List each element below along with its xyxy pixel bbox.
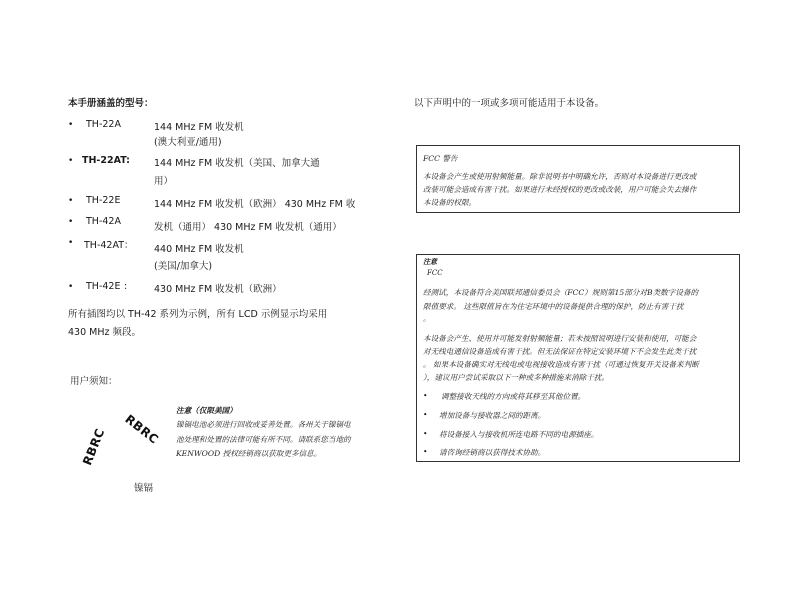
list-bullet: • xyxy=(68,196,74,206)
fcc-notice-line: 。 xyxy=(423,314,431,323)
fcc-measure-item: 将设备接入与接收机所连电路不同的电源插座。 xyxy=(439,430,599,439)
model-desc: 440 MHz FM 收发机 xyxy=(154,244,244,255)
illustration-note-line2: 430 MHz 频段。 xyxy=(68,327,141,338)
model-desc-cont: (美国/加拿大) xyxy=(154,261,213,272)
fcc-notice-line: 本设备会产生、使用并可能发射射频能量；若未按照说明进行安装和使用，可能会 xyxy=(423,334,697,343)
model-name: TH-42AT： xyxy=(84,240,134,251)
model-sep: : xyxy=(124,281,128,292)
list-bullet: • xyxy=(68,217,74,227)
fcc-measure-item: 增加设备与接收器之间的距离。 xyxy=(439,411,546,420)
caution-line: KENWOOD 授权经销商以获取更多信息。 xyxy=(176,449,322,458)
illustration-note-line1: 所有插图均以 TH-42 系列为示例，所有 LCD 示例显示均采用 xyxy=(68,309,328,320)
rbrc-logo: RBRC xyxy=(122,412,162,447)
caution-line: 池处理和处置的法律可能有所不同。请联系您当地的 xyxy=(176,435,351,444)
fcc-notice-line: ），建议用户尝试采取以下一种或多种措施来消除干扰。 xyxy=(423,373,610,382)
applicability-intro: 以下声明中的一项或多项可能适用于本设备。 xyxy=(414,98,605,109)
list-bullet: • xyxy=(423,447,428,456)
model-name: TH-22E xyxy=(86,195,121,206)
model-desc: 144 MHz FM 收发机（欧洲） 430 MHz FM 收 xyxy=(154,199,356,210)
model-desc-cont: (澳大利亚/通用) xyxy=(154,137,222,148)
model-name: TH-42A xyxy=(86,216,121,227)
models-heading: 本手册涵盖的型号： xyxy=(68,98,154,109)
fcc-warning-box xyxy=(416,145,740,213)
nicd-label: 镍镉 xyxy=(134,483,154,494)
user-notice-heading: 用户须知： xyxy=(70,376,118,387)
list-bullet: • xyxy=(68,282,74,292)
list-bullet: • xyxy=(423,391,428,400)
model-desc: 144 MHz FM 收发机（美国、加拿大通 xyxy=(154,158,320,169)
fcc-notice-line: 限值要求。 这些限值旨在为住宅环境中的设备提供合理的保护，防止有害干扰 xyxy=(423,302,684,311)
list-bullet: • xyxy=(68,238,74,248)
model-desc: 144 MHz FM 收发机 xyxy=(154,122,244,133)
model-desc: 430 MHz FM 收发机（欧洲） xyxy=(154,284,282,295)
fcc-notice-line: 。 如果本设备确实对无线电或电视接收造成有害干扰（可通过恢复开关设备来判断 xyxy=(423,360,699,369)
fcc-measure-item: 请咨询经销商以获得技术协助。 xyxy=(439,448,546,457)
list-bullet: • xyxy=(423,410,428,419)
list-bullet: • xyxy=(68,120,74,130)
fcc-warning-line: 本设备的权限。 xyxy=(423,198,477,207)
fcc-notice-title: 注意 xyxy=(423,257,437,266)
model-desc-cont: 用） xyxy=(154,176,174,187)
caution-line: 镍镉电池必须进行回收或妥善处置。各州关于镍镉电 xyxy=(176,420,351,429)
fcc-warning-line: 改装可能会造成有害干扰。如果进行未经授权的更改或改装，用户可能会失去操作 xyxy=(423,185,697,194)
model-name: TH-42E xyxy=(86,281,121,292)
caution-title: 注意（仅限美国） xyxy=(176,406,237,415)
model-desc: 发机（通用） 430 MHz FM 收发机（通用） xyxy=(154,222,342,233)
fcc-measure-item: 调整接收天线的方向或将其移至其他位置。 xyxy=(441,392,586,401)
fcc-notice-box xyxy=(416,254,740,462)
list-bullet: • xyxy=(423,429,428,438)
list-bullet: • xyxy=(68,156,74,166)
fcc-warning-title: FCC 警告 xyxy=(423,154,458,163)
fcc-warning-line: 本设备会产生或使用射频能量。除非说明书中明确允许，否则对本设备进行更改或 xyxy=(423,172,697,181)
model-name: TH-22AT: xyxy=(82,155,130,166)
fcc-notice-line: 对无线电通信设备造成有害干扰。但无法保证在特定安装环境下不会发生此类干扰 xyxy=(423,347,697,356)
rbrc-logo: RBRC xyxy=(80,426,108,468)
model-name: TH-22A xyxy=(86,119,121,130)
fcc-notice-line: 经测试，本设备符合美国联邦通信委员会（FCC）规则第15部分对B类数字设备的 xyxy=(423,288,699,297)
fcc-notice-subtitle: FCC xyxy=(427,269,443,277)
